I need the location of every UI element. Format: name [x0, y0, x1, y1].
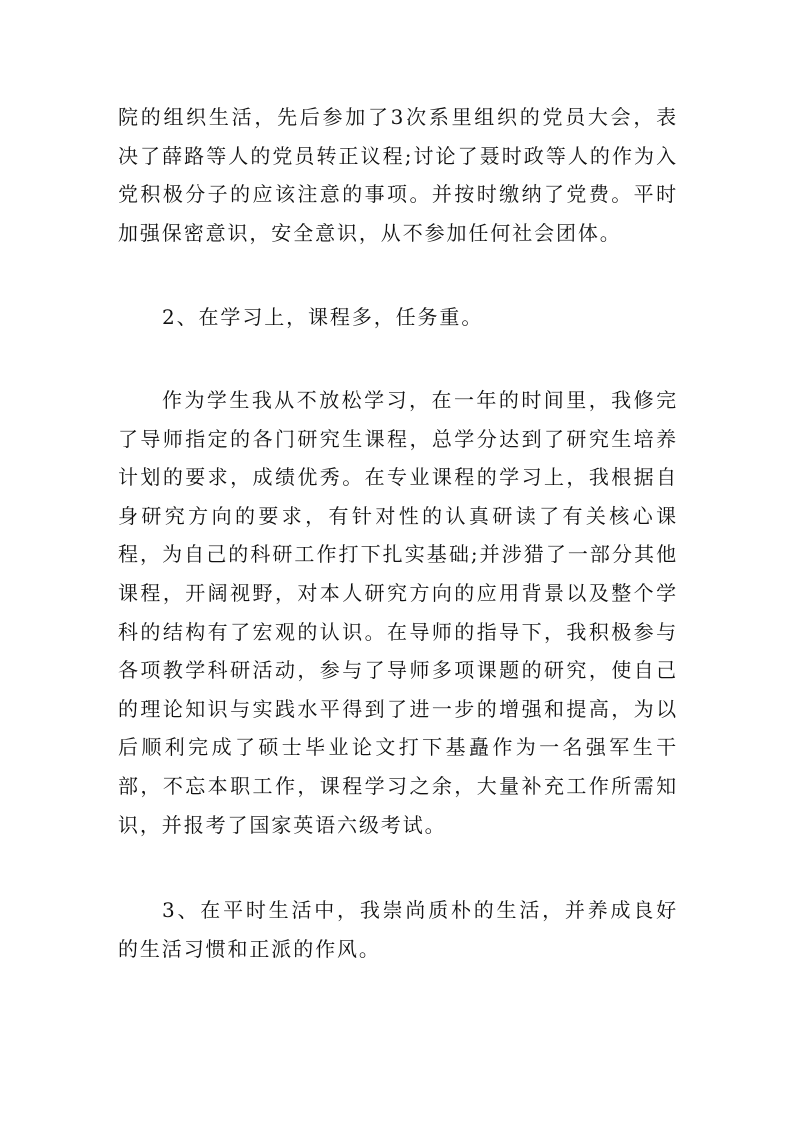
- paragraph-organization-life: 院的组织生活，先后参加了3次系里组织的党员大会，表决了薛路等人的党员转正议程;讨论了聂时政等人的作为入党积极分子的应该注意的事项。并按时缴纳了党费。平时加强保密意识，安全意识，从不参加任何社会团体。: [118, 105, 678, 245]
- paragraph-daily-life: 3、在平时生活中，我崇尚质朴的生活，并养成良好的生活习惯和正派的作风。: [118, 898, 678, 961]
- paragraph-study-details: 作为学生我从不放松学习，在一年的时间里，我修完了导师指定的各门研究生课程，总学分达到了研究生培养计划的要求，成绩优秀。在专业课程的学习上，我根据自身研究方向的要求，有针对性的认真研读了有关核心课程，为自己的科研工作打下扎实基础;并涉猎了一部分其他课程，开阔视野，对本人研究方向的应用背景以及整个学科的结构有了宏观的认识。在导师的指导下，我积极参与各项教学科研活动，参与了导师多项课题的研究，使自己的理论知识与实践水平得到了进一步的增强和提高，为以后顺利完成了硕士毕业论文打下基矗作为一名强军生干部，不忘本职工作，课程学习之余，大量补充工作所需知识，并报考了国家英语六级考试。: [118, 387, 678, 837]
- paragraph-study-heading: 2、在学习上，课程多，任务重。: [162, 305, 484, 330]
- document-body: [118, 98, 678, 968]
